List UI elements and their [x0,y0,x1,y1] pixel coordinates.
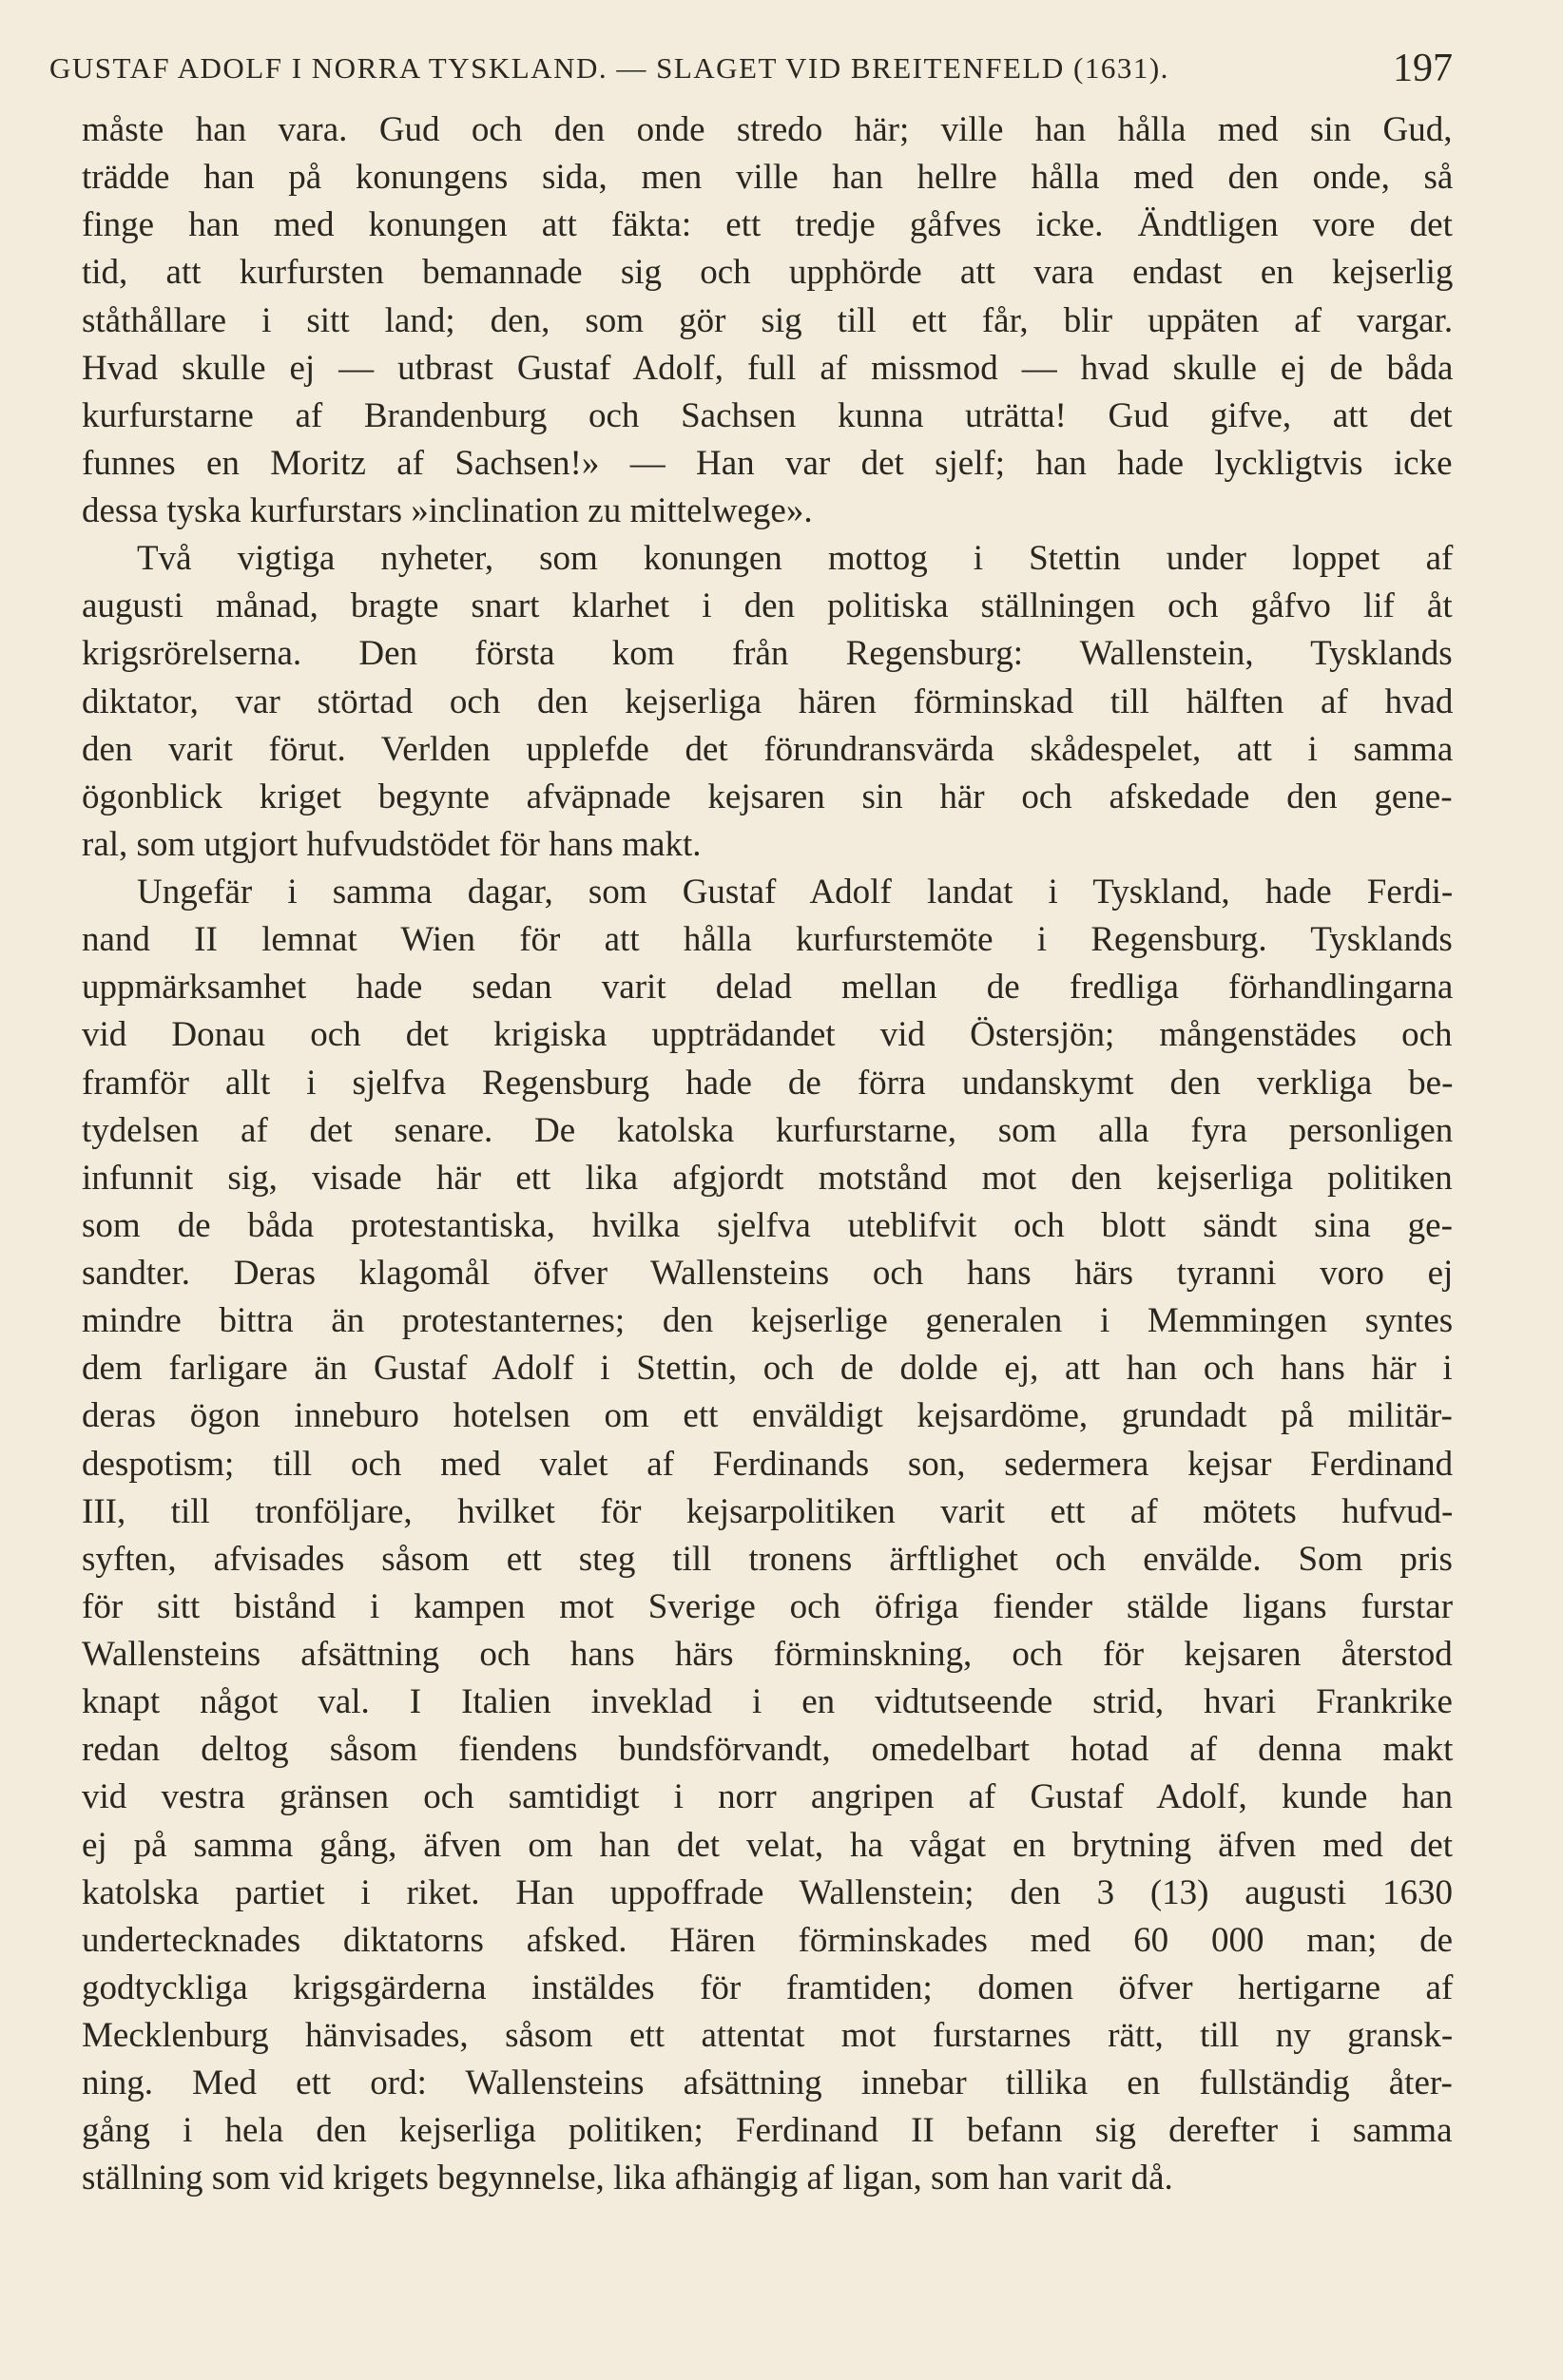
text-line: trädde han på konungens sida, men ville han hellre hålla med den onde, så [82,158,1454,198]
text-line: augusti månad, bragte snart klarhet i den politiska ställningen och gåfvo lif åt [82,586,1453,626]
text-line: funnes en Moritz af Sachsen!» — Han var det sjelf; han hade lyckligtvis icke [82,443,1453,483]
header-title: GUSTAF ADOLF I NORRA TYSKLAND. — SLAGET VID BREITENFELD (1631). [49,51,1169,85]
text-line: uppmärksamhet hade sedan varit delad mellan de fredliga förhandlingarna [82,968,1454,1008]
text-line: mindre bittra än protestanternes; den kejserlige generalen i Memmingen syntes [82,1301,1454,1341]
text-line: Wallensteins afsättning och hans härs förminskning, och för kejsaren återstod [82,1635,1453,1674]
text-line: dessa tyska kurfurstars »inclination zu mittelwege». [82,491,813,530]
text-line: för sitt bistånd i kampen mot Sverige och öfriga fiender stälde ligans furstar [82,1586,1454,1626]
text-line: Hvad skulle ej — utbrast Gustaf Adolf, full af missmod — hvad skulle ej de båda [82,348,1454,388]
paragraph-start-line: Ungefär i samma dagar, som Gustaf Adolf landat i Tyskland, hade Ferdi- [137,873,1454,912]
text-line: ej på samma gång, äfven om han det velat, ha vågat en brytning äfven med det [82,1825,1453,1865]
text-line: knapt något val. I Italien inveklad i en vidtutseende strid, hvari Frankrike [82,1682,1453,1722]
text-line: vid vestra gränsen och samtidigt i norr angripen af Gustaf Adolf, kunde han [82,1777,1453,1817]
text-line: III, till tronföljare, hvilket för kejsarpolitiken varit ett af mötets hufvud- [82,1491,1454,1531]
text-line: godtyckliga krigsgärderna instäldes för framtiden; domen öfver hertigarne af [82,1967,1454,2007]
text-line: finge han med konungen att fäkta: ett tredje gåfves icke. Ändtligen vore det [82,205,1453,245]
text-line: redan deltog såsom fiendens bundsförvandt, omedelbart hotad af denna makt [82,1730,1454,1770]
text-line: dem farligare än Gustaf Adolf i Stettin, och de dolde ej, att han och hans här i [82,1349,1453,1389]
text-line: despotism; till och med valet af Ferdinands son, sedermera kejsar Ferdinand [82,1444,1454,1484]
text-line: måste han vara. Gud och den onde stredo här; ville han hålla med sin Gud, [82,110,1453,149]
running-header [49,40,1453,97]
text-line: gång i hela den kejserliga politiken; Ferdinand II befann sig derefter i samma [82,2111,1453,2151]
text-line: kurfurstarne af Brandenburg och Sachsen kunna uträtta! Gud gifve, att det [82,395,1453,435]
text-line: som de båda protestantiska, hvilka sjelfva uteblifvit och blott sändt sina ge- [82,1205,1453,1245]
text-line: deras ögon inneburo hotelsen om ett enväldigt kejsardöme, grundadt på militär- [82,1396,1453,1436]
text-line: ståthållare i sitt land; den, som gör sig till ett får, blir uppäten af vargar. [82,300,1454,340]
text-line: framför allt i sjelfva Regensburg hade de förra undanskymt den verkliga be- [82,1063,1454,1103]
text-line: ral, som utgjort hufvudstödet för hans makt. [82,824,702,864]
text-line: syften, afvisades såsom ett steg till tronens ärftlighet och envälde. Som pris [82,1539,1453,1579]
page-number: 197 [1393,47,1453,90]
text-line: nand II lemnat Wien för att hålla kurfurstemöte i Regensburg. Tysklands [82,920,1453,960]
text-line: tid, att kurfursten bemannade sig och upphörde att vara endast en kejserlig [82,253,1454,293]
text-line: sandter. Deras klagomål öfver Wallensteins och hans härs tyranni voro ej [82,1254,1454,1293]
text-line: ning. Med ett ord: Wallensteins afsättning innebar tillika en fullständig åter- [82,2063,1453,2103]
body-text [82,106,1453,2203]
text-line: den varit förut. Verlden upplefde det förundransvärda skådespelet, att i samma [82,729,1454,769]
text-line: tydelsen af det senare. De katolska kurfurstarne, som alla fyra personligen [82,1110,1454,1150]
text-line: infunnit sig, visade här ett lika afgjordt motstånd mot den kejserliga politiken [82,1158,1453,1198]
text-line: diktator, var störtad och den kejserliga hären förminskad till hälften af hvad [82,681,1454,721]
text-line: vid Donau och det krigiska uppträdandet vid Östersjön; mångenstädes och [82,1015,1453,1055]
text-line: krigsrörelserna. Den första kom från Regensburg: Wallenstein, Tysklands [82,634,1453,674]
paragraph-start-line: Två vigtiga nyheter, som konungen mottog i Stettin under loppet af [137,539,1454,579]
text-line: katolska partiet i riket. Han uppoffrade Wallenstein; den 3 (13) augusti 1630 [82,1872,1453,1912]
text-line: ställning som vid krigets begynnelse, lika afhängig af ligan, som han varit då. [82,2159,1173,2198]
text-line: ögonblick kriget begynte afväpnade kejsaren sin här och afskedade den gene- [82,777,1453,816]
text-line: undertecknades diktatorns afsked. Hären förminskades med 60 000 man; de [82,1920,1453,1960]
text-line: Mecklenburg hänvisades, såsom ett attentat mot furstarnes rätt, till ny gransk- [82,2016,1454,2055]
